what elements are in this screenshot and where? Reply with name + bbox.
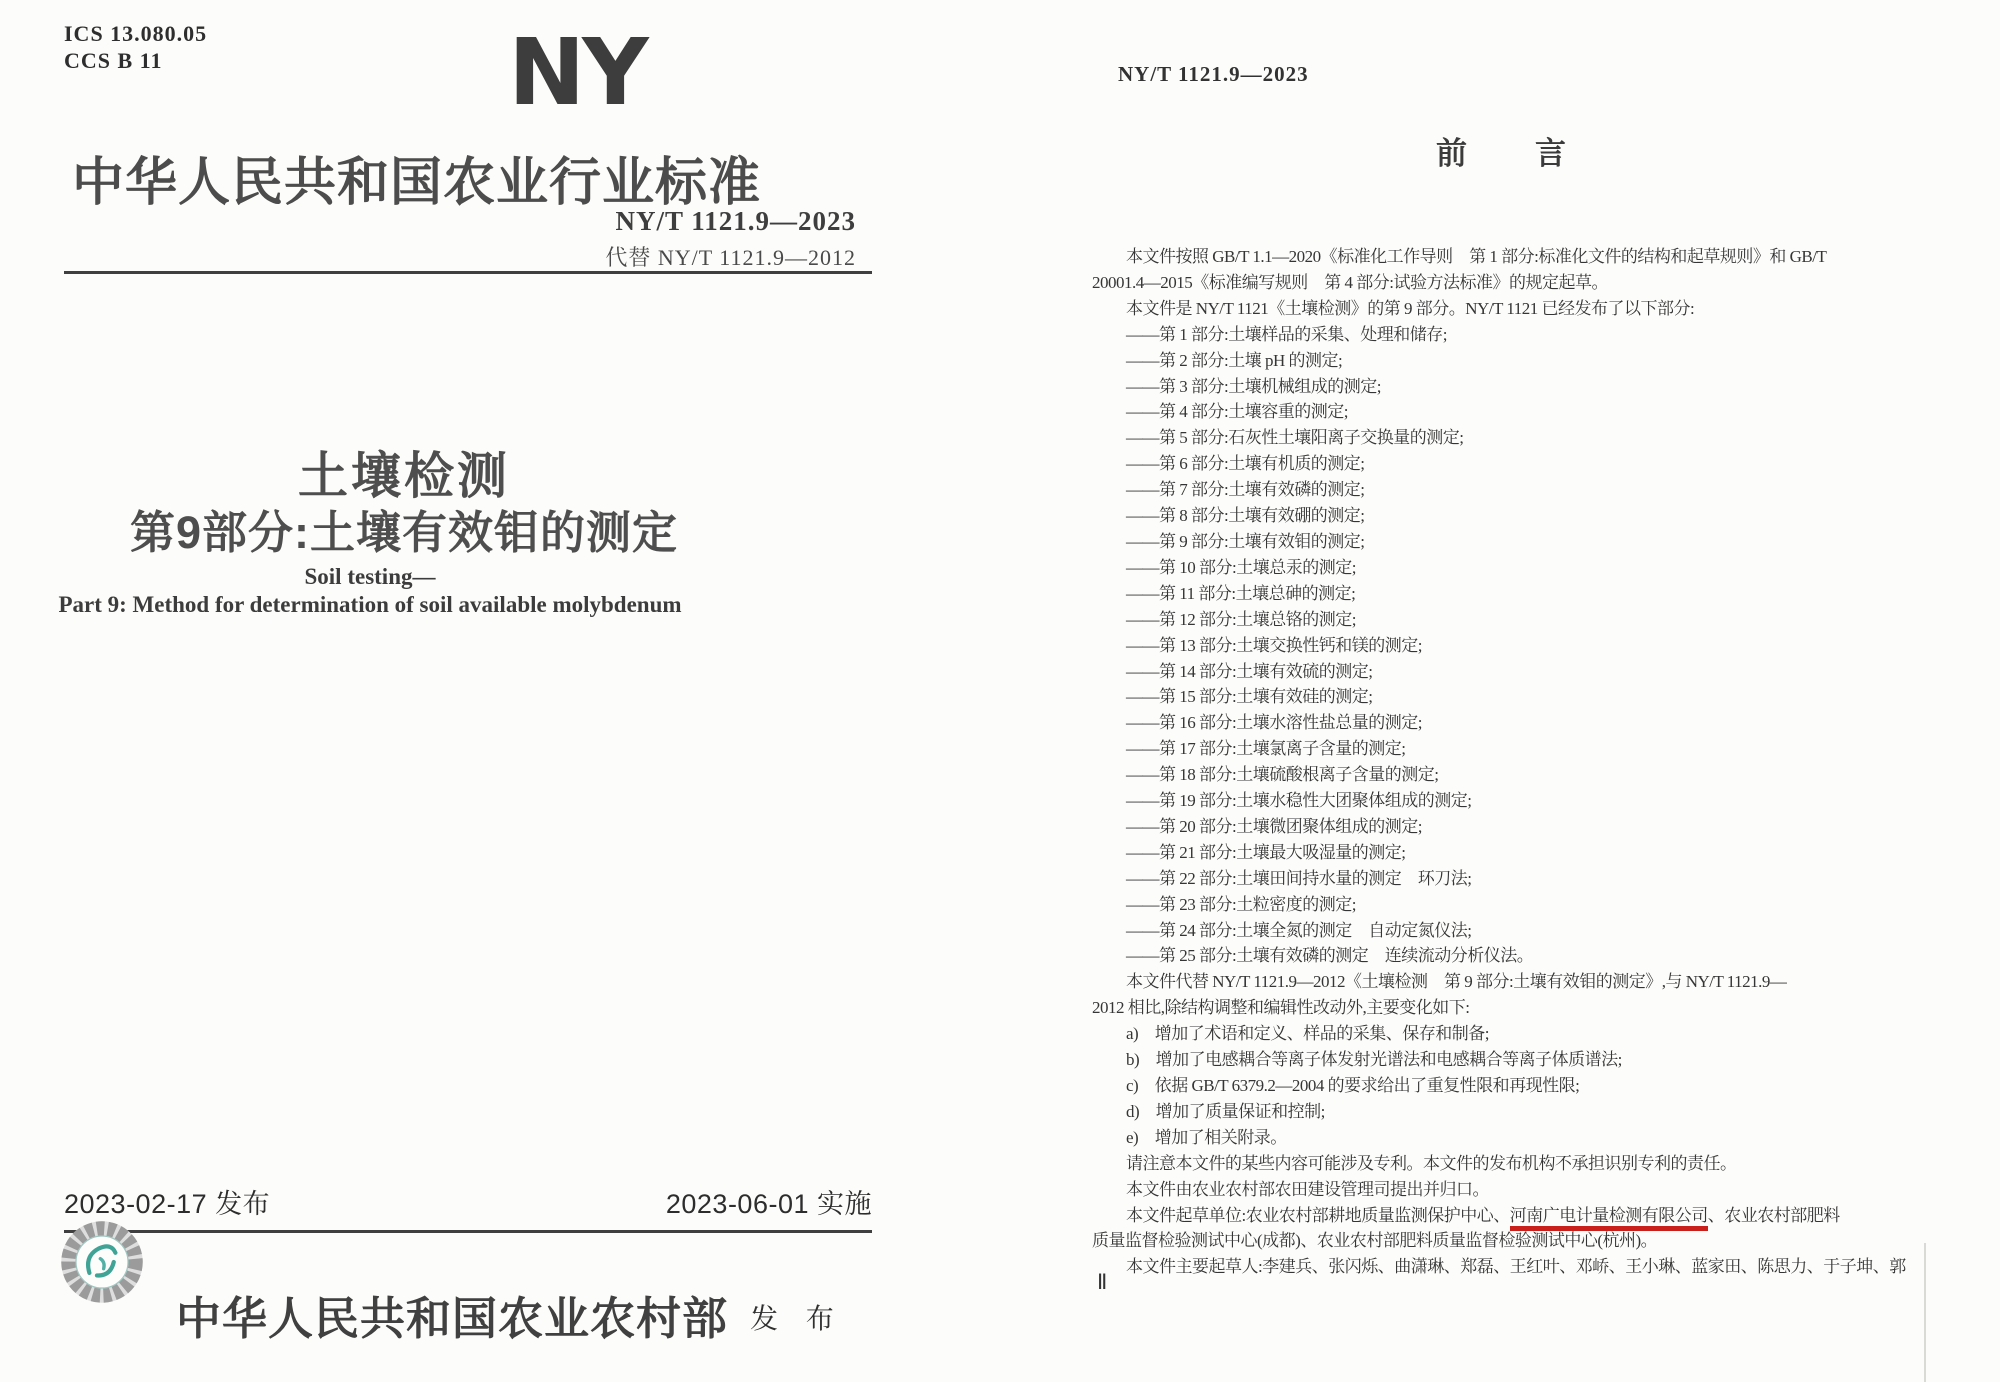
document-title-en-line1: Soil testing—: [304, 564, 436, 589]
document-title-cn-line1: 土壤检测: [298, 448, 510, 504]
foreword-line: ——第 23 部分:土粒密度的测定;: [1126, 894, 1356, 914]
document-title-cn-line2: 第9部分:土壤有效钼的测定: [129, 507, 678, 558]
foreword-line: ——第 18 部分:土壤硫酸根离子含量的测定;: [1126, 765, 1439, 785]
foreword-text-segment: 本文件起草单位:农业农村部耕地质量监测保护中心、: [1126, 1205, 1510, 1225]
foreword-line: c) 依据 GB/T 6379.2—2004 的要求给出了重复性限和再现性限;: [1126, 1076, 1580, 1095]
standard-category-heading: 中华人民共和国农业行业标准: [72, 155, 762, 212]
foreword-line: ——第 14 部分:土壤有效硫的测定;: [1126, 661, 1373, 681]
foreword-line: a) 增加了术语和定义、样品的采集、保存和制备;: [1126, 1024, 1489, 1044]
foreword-line: ——第 6 部分:土壤有机质的测定;: [1126, 454, 1365, 474]
ics-code: ICS 13.080.05: [64, 21, 208, 46]
foreword-line: ——第 16 部分:土壤水溶性盐总量的测定;: [1126, 713, 1422, 733]
emblem-svg: [60, 1220, 144, 1304]
ics-ccs-codes: [64, 20, 207, 74]
foreword-line: 质量监督检验测试中心(成都)、农业农村部肥料质量监督检验测试中心(杭州)。: [1092, 1231, 1658, 1251]
foreword-line: ——第 8 部分:土壤有效硼的测定;: [1126, 506, 1365, 526]
foreword-line: ——第 24 部分:土壤全氮的测定 自动定氮仪法;: [1126, 920, 1472, 940]
publisher-suffix: 发 布: [750, 1303, 844, 1334]
document-title-en-line2: Part 9: Method for determination of soil available molybdenum: [58, 592, 682, 617]
scan-edge-artifact: [1924, 1243, 1926, 1382]
foreword-line: e) 增加了相关附录。: [1126, 1127, 1287, 1147]
foreword-line: ——第 20 部分:土壤微团聚体组成的测定;: [1126, 816, 1422, 836]
issue-date: 2023-02-17 发布: [64, 1189, 271, 1219]
foreword-line: ——第 21 部分:土壤最大吸湿量的测定;: [1126, 842, 1406, 862]
publisher-name: 中华人民共和国农业农村部: [176, 1294, 729, 1344]
header-rule: [64, 271, 872, 274]
foreword-line: b) 增加了电感耦合等离子体发射光谱法和电感耦合等离子体质谱法;: [1126, 1050, 1622, 1070]
ny-standard-logo: NY: [508, 19, 646, 126]
foreword-line: ——第 12 部分:土壤总铬的测定;: [1126, 609, 1356, 629]
page-number: Ⅱ: [1097, 1270, 1108, 1294]
implementation-date: 2023-06-01 实施: [665, 1189, 872, 1219]
replaces-note: 代替 NY/T 1121.9—2012: [605, 245, 856, 270]
foreword-line: ——第 10 部分:土壤总汞的测定;: [1126, 557, 1356, 577]
foreword-line: d) 增加了质量保证和控制;: [1126, 1101, 1325, 1121]
foreword-line: ——第 1 部分:土壤样品的采集、处理和储存;: [1126, 324, 1447, 344]
foreword-line: ——第 19 部分:土壤水稳性大团聚体组成的测定;: [1126, 791, 1472, 811]
foreword-line: ——第 9 部分:土壤有效钼的测定;: [1126, 531, 1365, 551]
foreword-line: [1092, 1203, 1944, 1229]
foreword-line: 本文件主要起草人:李建兵、张闪烁、曲潇琳、郑磊、王红叶、邓峤、王小琳、蓝家田、陈思力、于子坤、郭: [1126, 1257, 1906, 1277]
foreword-line: 本文件是 NY/T 1121《土壤检测》的第 9 部分。NY/T 1121 已经发布了以下部分:: [1126, 298, 1695, 318]
foreword-body: [1092, 244, 1944, 1280]
foreword-title: 前 言: [1436, 136, 1568, 171]
foreword-line: ——第 4 部分:土壤容重的测定;: [1126, 402, 1348, 422]
foreword-text-segment: 、农业农村部肥料: [1707, 1205, 1840, 1225]
standard-number: NY/T 1121.9—2023: [615, 206, 856, 236]
foreword-line: 2012 相比,除结构调整和编辑性改动外,主要变化如下:: [1092, 998, 1470, 1018]
foreword-line: ——第 5 部分:石灰性土壤阳离子交换量的测定;: [1126, 428, 1464, 448]
foreword-line: ——第 13 部分:土壤交换性钙和镁的测定;: [1126, 635, 1422, 655]
foreword-line: ——第 22 部分:土壤田间持水量的测定 环刀法;: [1126, 868, 1472, 888]
foreword-line: ——第 17 部分:土壤氯离子含量的测定;: [1126, 739, 1406, 759]
running-header-standard-number: NY/T 1121.9—2023: [1118, 62, 1309, 86]
ccs-code: CCS B 11: [64, 48, 163, 73]
foreword-line: 请注意本文件的某些内容可能涉及专利。本文件的发布机构不承担识别专利的责任。: [1126, 1153, 1737, 1173]
footer-rule: [64, 1230, 872, 1233]
foreword-line: ——第 11 部分:土壤总砷的测定;: [1126, 583, 1356, 603]
foreword-line: ——第 7 部分:土壤有效磷的测定;: [1126, 480, 1365, 500]
foreword-line: 本文件代替 NY/T 1121.9—2012《土壤检测 第 9 部分:土壤有效钼的测定》,与 NY/T 1121.9—: [1126, 972, 1787, 992]
foreword-line: ——第 2 部分:土壤 pH 的测定;: [1126, 350, 1343, 370]
foreword-line: 本文件按照 GB/T 1.1—2020《标准化工作导则 第 1 部分:标准化文件的结构和起草规则》和 GB/T: [1126, 247, 1827, 266]
red-underlined-company: 河南广电计量检测有限公司: [1510, 1206, 1708, 1231]
foreword-line: ——第 15 部分:土壤有效硅的测定;: [1126, 687, 1373, 707]
foreword-line: 本文件由农业农村部农田建设管理司提出并归口。: [1126, 1179, 1489, 1199]
publisher-row: [176, 1282, 844, 1347]
agriculture-press-emblem-icon: [60, 1220, 144, 1304]
foreword-line: 20001.4—2015《标准编写规则 第 4 部分:试验方法标准》的规定起草。: [1092, 272, 1608, 292]
foreword-line: ——第 25 部分:土壤有效磷的测定 连续流动分析仪法。: [1126, 946, 1534, 966]
foreword-line: ——第 3 部分:土壤机械组成的测定;: [1126, 376, 1381, 396]
